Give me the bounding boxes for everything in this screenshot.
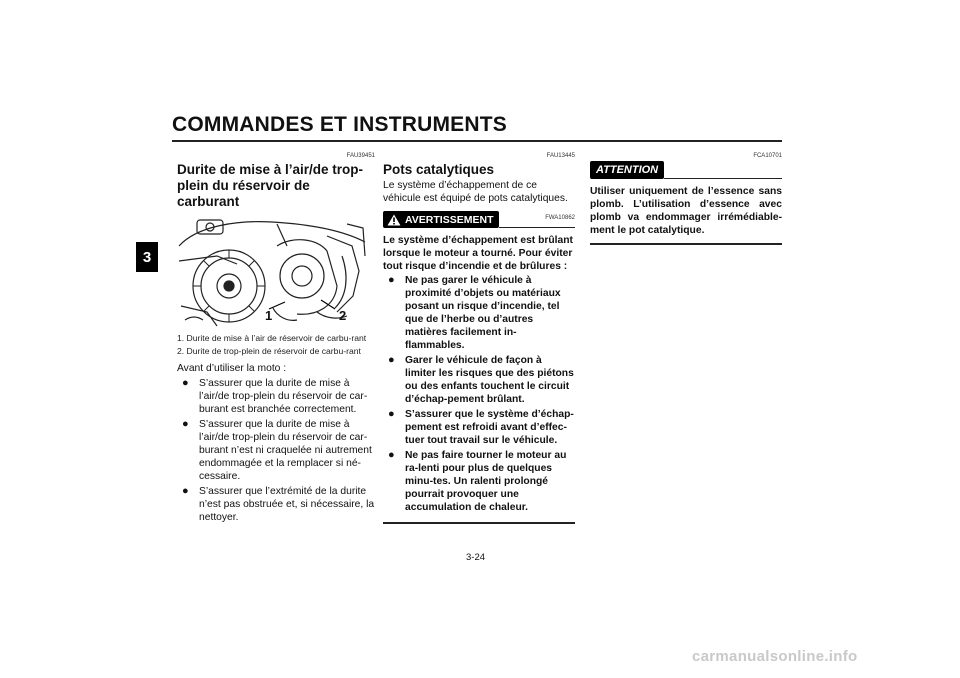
attention-header (590, 161, 782, 179)
attention-end-rule (590, 243, 782, 245)
intro-text: Avant d’utiliser la moto : (177, 363, 287, 374)
attention-text: Utiliser uniquement de l’essence sans plomb. L’utilisation d’essence avec plomb va endommager irrémédiable-ment le pot catalytique. (590, 186, 782, 236)
attention-badge: ATTENTION (590, 161, 664, 179)
list-item: ● S’assurer que la durite de mise à l’air/de trop-plein du réservoir de car-burant n’est ni craquelée ni autrement endommagée et la remplacer si né-cessaire. (177, 418, 375, 483)
list-item: ● Ne pas faire tourner le moteur au ra-lenti pour plus de quelques minu-tes. Un ralenti prolongé pourrait provoquer une accumulation de chaleur. (383, 449, 575, 514)
warning-list (383, 274, 575, 514)
warning-header (383, 211, 575, 228)
pots-body-text: Le système d’échappement de ce véhicule est équipé de pots catalytiques. (383, 180, 568, 204)
list-item: ● S’assurer que la durite de mise à l’air/de trop-plein du réservoir de car-burant est branchée correctement. (177, 377, 375, 416)
column-3 (590, 153, 782, 245)
warning-rule (499, 227, 575, 229)
engine-figure (177, 216, 367, 328)
warning-end-rule (383, 522, 575, 524)
warning-label: AVERTISSEMENT (405, 213, 494, 226)
warning-intro: Le système d’échappement est brûlant lorsque le moteur a tourné. Pour éviter tout risque d’incendie et de brûlures : (383, 235, 573, 272)
section-code: FAU39451 (346, 153, 375, 159)
page-header-title: COMMANDES ET INSTRUMENTS (172, 113, 507, 136)
list-item: ● Ne pas garer le véhicule à proximité d’objets ou matériaux posant un risque d’incendie, tel que de l’herbe ou d’autres matières facilement in-flammables. (383, 274, 575, 352)
caption-1: 1. Durite de mise à l’air de réservoir de carbu-rant (177, 333, 367, 343)
watermark-text: carmanualsonline.info (692, 648, 858, 665)
warning-badge (383, 211, 499, 228)
section-code: FCA10701 (753, 153, 782, 159)
figure-captions (177, 333, 375, 356)
checklist (177, 377, 375, 524)
figure-label-2: 2 (339, 308, 347, 323)
figure-label-1: 1 (265, 308, 273, 323)
header-rule (172, 140, 782, 142)
column-1 (177, 153, 375, 524)
section-title-durite: Durite de mise à l’air/de trop-plein du réservoir de carburant (177, 162, 364, 209)
warning-triangle-icon (387, 214, 401, 226)
caption-2: 2. Durite de trop-plein de réservoir de carbu-rant (177, 345, 361, 356)
column-2 (383, 153, 575, 524)
warning-code: FWA10862 (545, 214, 575, 221)
list-item: ● S’assurer que l’extrémité de la durite n’est pas obstruée et, si nécessaire, la nettoyer. (177, 485, 375, 524)
section-title-pots: Pots catalytiques (383, 162, 495, 177)
list-item: ● Garer le véhicule de façon à limiter les risques que des piétons ou des enfants touchent le circuit d’échap-pement brûlant. (383, 354, 575, 406)
attention-rule (664, 178, 782, 180)
chapter-tab: 3 (136, 242, 158, 272)
list-item: ● S’assurer que le système d’échap-pement est refroidi avant d’effec-tuer tout travail sur le véhicule. (383, 408, 575, 447)
section-code: FAU13445 (546, 153, 575, 159)
page-number: 3-24 (466, 552, 486, 563)
